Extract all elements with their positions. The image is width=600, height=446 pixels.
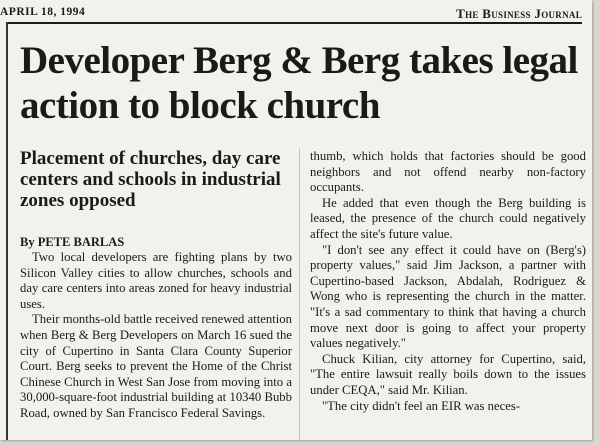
masthead [0, 3, 582, 21]
headline: Developer Berg & Berg takes legal action to block church [20, 39, 578, 127]
paragraph: Chuck Kilian, city attorney for Cupertino, said, "The entire lawsuit really boils down to the issues under CEQA," said Mr. Kilian. [310, 351, 586, 397]
issue-date: APRIL 18, 1994 [0, 6, 86, 18]
paragraph: thumb, which holds that factories should be good neighbors and not offend nearby non-factory occupants. [310, 149, 586, 195]
byline: By PETE BARLAS [20, 235, 125, 249]
paragraph: Their months-old battle received renewed attention when Berg & Berg Developers on March 16 sued the city of Cupertino in Santa Clara County Superior Court. Berg seeks to prevent the Home of the Christ Chinese Church in West San Jose from moving into a 30,000-square-foot industrial building at 10340 Bubb Road, owned by San Francisco Federal Savings. [20, 312, 292, 420]
masthead-rule [6, 22, 582, 24]
article-column-left [20, 148, 292, 422]
paragraph: "I don't see any effect it could have on (Berg's) property values," said Jim Jackson, a partner with Cupertino-based Jackson, Abdalah, Rodriguez & Wong who is representing the church in the matter. "It's a sad commentary to think that having a church move next door is going to affect your property values negatively." [310, 242, 586, 351]
column-rule-left [6, 22, 8, 440]
paragraph: He added that even though the Berg building is leased, the presence of the church could negatively affect the site's future value. [310, 195, 586, 241]
paragraph: Two local developers are fighting plans by two Silicon Valley cities to allow churches, schools and day care centers into areas zoned for heavy industrial uses. [20, 250, 292, 311]
column-divider [299, 148, 300, 440]
subhead: Placement of churches, day care centers and schools in industrial zones opposed [20, 148, 281, 211]
publication-name: The Business Journal [456, 6, 582, 21]
paragraph: "The city didn't feel an EIR was neces- [322, 398, 521, 413]
article-column-right [310, 149, 586, 414]
